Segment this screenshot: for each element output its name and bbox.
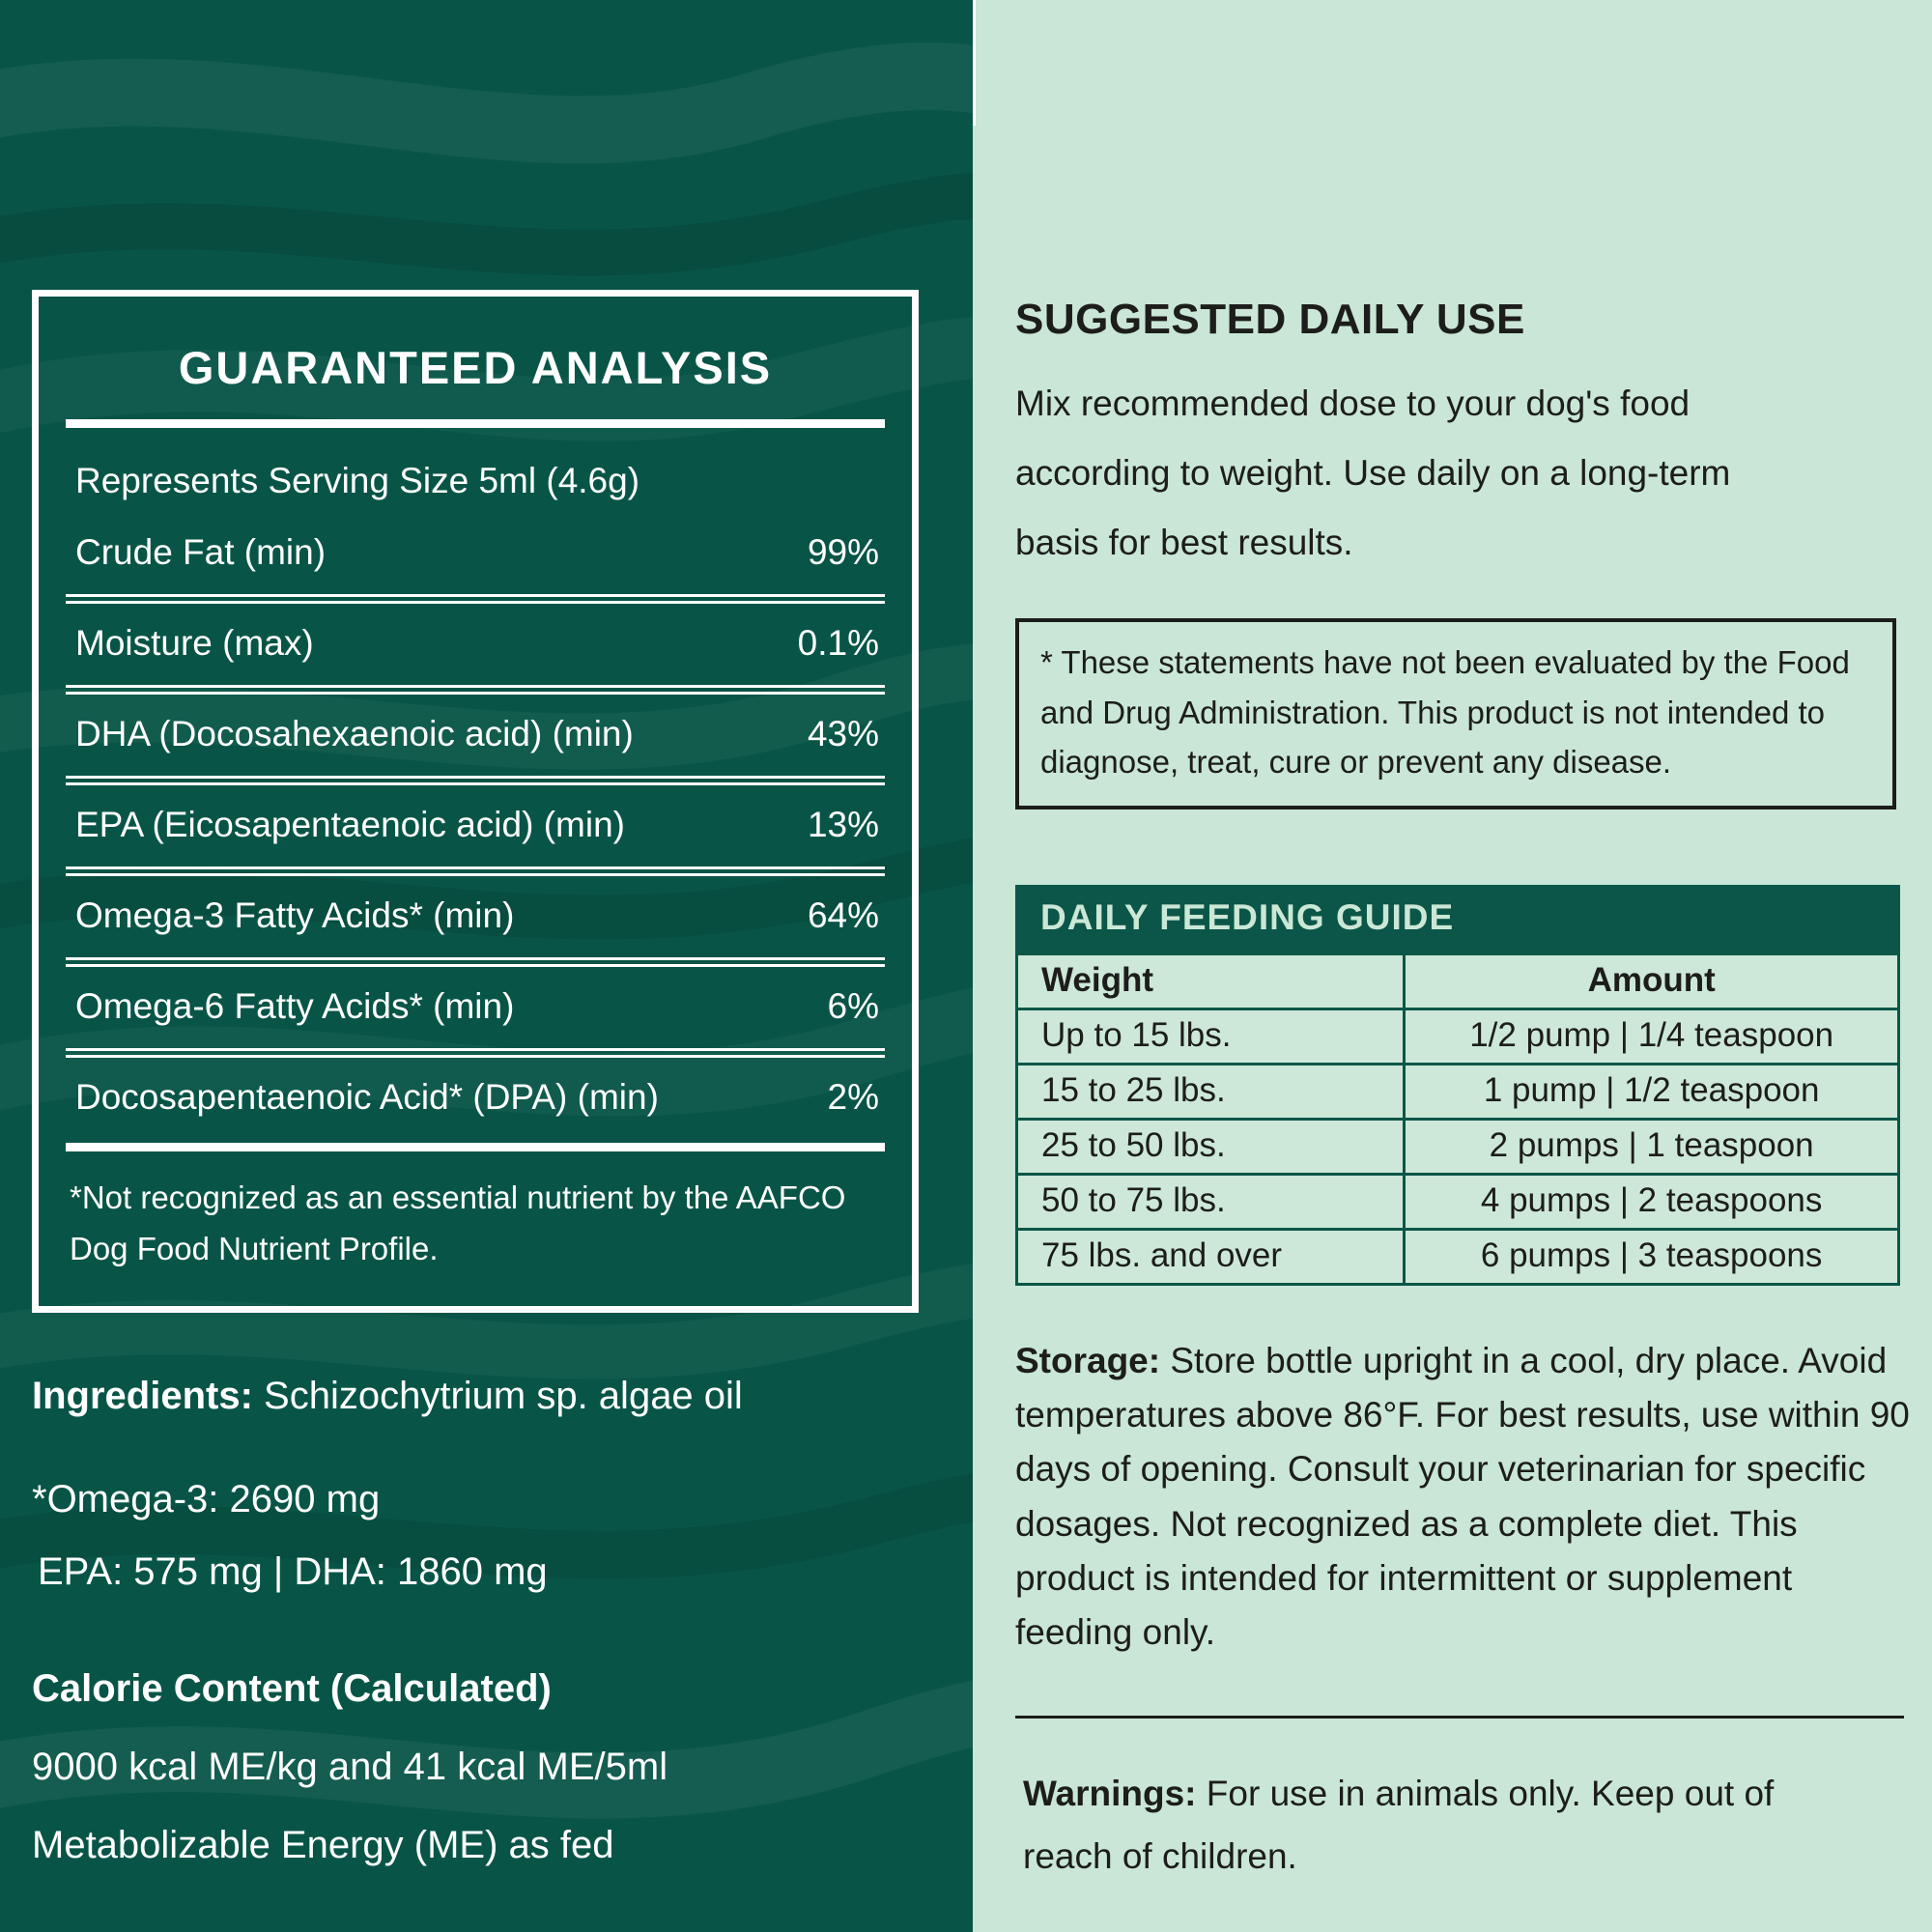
row-divider bbox=[66, 776, 885, 785]
feeding-guide-table bbox=[1015, 952, 1900, 1286]
ingredients-value: Schizochytrium sp. algae oil bbox=[264, 1374, 743, 1417]
ga-row bbox=[66, 604, 885, 685]
weight-cell: Up to 15 lbs. bbox=[1017, 1009, 1405, 1064]
ga-row-value: 13% bbox=[807, 805, 879, 844]
storage-paragraph bbox=[1015, 1334, 1916, 1660]
ga-row-label: Omega-6 Fatty Acids* (min) bbox=[75, 986, 515, 1026]
storage-label: Storage: bbox=[1015, 1340, 1161, 1380]
ga-row-value: 64% bbox=[807, 895, 879, 935]
ga-row-label: Moisture (max) bbox=[75, 623, 314, 663]
weight-cell: 50 to 75 lbs. bbox=[1017, 1174, 1405, 1229]
title-divider bbox=[66, 419, 885, 428]
storage-body: Store bottle upright in a cool, dry place. Avoid temperatures above 86°F. For best results, use within 90 days of opening. Consult your veterinarian for specific dosages. Not recognized as a complete diet. This product is intended for intermittent or supplement feeding only. bbox=[1015, 1340, 1910, 1653]
feeding-table-header-row bbox=[1017, 953, 1899, 1009]
ga-row-label: EPA (Eicosapentaenoic acid) (min) bbox=[75, 805, 625, 844]
ga-row-label: Omega-3 Fatty Acids* (min) bbox=[75, 895, 515, 935]
warnings-paragraph bbox=[1023, 1763, 1863, 1889]
amount-cell: 6 pumps | 3 teaspoons bbox=[1405, 1229, 1899, 1284]
weight-cell: 15 to 25 lbs. bbox=[1017, 1064, 1405, 1119]
row-divider bbox=[66, 867, 885, 876]
feeding-table-row bbox=[1017, 1174, 1899, 1229]
ga-row bbox=[66, 876, 885, 957]
serving-size-note: Represents Serving Size 5ml (4.6g) bbox=[75, 461, 640, 500]
ga-row bbox=[66, 785, 885, 867]
ga-row-label: Crude Fat (min) bbox=[75, 532, 327, 572]
amount-cell: 1 pump | 1/2 teaspoon bbox=[1405, 1064, 1899, 1119]
warnings-divider bbox=[1015, 1716, 1904, 1719]
amount-cell: 4 pumps | 2 teaspoons bbox=[1405, 1174, 1899, 1229]
suggested-daily-use-title: SUGGESTED DAILY USE bbox=[1015, 296, 1525, 343]
row-divider bbox=[66, 1048, 885, 1058]
ga-row-label: Docosapentaenoic Acid* (DPA) (min) bbox=[75, 1077, 659, 1117]
warnings-body: For use in animals only. Keep out of reach of children. bbox=[1023, 1774, 1775, 1876]
ga-row-value: 6% bbox=[827, 986, 879, 1026]
ga-row bbox=[66, 695, 885, 776]
ingredients-label: Ingredients: bbox=[32, 1374, 253, 1417]
right-panel-content bbox=[973, 0, 1932, 1889]
footnote-divider bbox=[66, 1143, 885, 1151]
ga-row bbox=[66, 1058, 885, 1139]
ingredients-line bbox=[32, 1375, 919, 1418]
warnings-label: Warnings: bbox=[1023, 1774, 1197, 1814]
feeding-table-row bbox=[1017, 1119, 1899, 1174]
row-divider bbox=[66, 594, 885, 604]
guaranteed-analysis-box bbox=[32, 290, 919, 1313]
left-panel-content bbox=[0, 0, 919, 1867]
amount-cell: 2 pumps | 1 teaspoon bbox=[1405, 1119, 1899, 1174]
omega3-total-line: *Omega-3: 2690 mg bbox=[32, 1477, 381, 1520]
feeding-table-row bbox=[1017, 1009, 1899, 1064]
ga-row-value: 2% bbox=[827, 1077, 879, 1117]
epa-dha-line: EPA: 575 mg | DHA: 1860 mg bbox=[38, 1549, 548, 1593]
weight-cell: 25 to 50 lbs. bbox=[1017, 1119, 1405, 1174]
ga-row-value: 0.1% bbox=[797, 623, 879, 663]
calorie-content-heading: Calorie Content (Calculated) bbox=[32, 1666, 552, 1710]
metabolizable-energy-line: Metabolizable Energy (ME) as fed bbox=[32, 1823, 614, 1866]
fda-disclaimer-box: * These statements have not been evaluated by the Food and Drug Administration. This product is not intended to diagnose, treat, cure or prevent any disease. bbox=[1015, 618, 1896, 809]
row-divider bbox=[66, 957, 885, 967]
amount-cell: 1/2 pump | 1/4 teaspoon bbox=[1405, 1009, 1899, 1064]
ga-row bbox=[66, 967, 885, 1048]
row-divider bbox=[66, 685, 885, 695]
ga-footnote: *Not recognized as an essential nutrient by the AAFCO Dog Food Nutrient Profile. bbox=[70, 1179, 846, 1266]
ga-row-value: 99% bbox=[807, 532, 879, 572]
feeding-table-row bbox=[1017, 1229, 1899, 1284]
weight-cell: 75 lbs. and over bbox=[1017, 1229, 1405, 1284]
guaranteed-analysis-title: GUARANTEED ANALYSIS bbox=[178, 342, 773, 393]
ga-row-value: 43% bbox=[807, 714, 879, 753]
weight-column-header: Weight bbox=[1017, 953, 1405, 1009]
calorie-values-line: 9000 kcal ME/kg and 41 kcal ME/5ml bbox=[32, 1745, 668, 1788]
suggested-daily-use-body: Mix recommended dose to your dog's food according to weight. Use daily on a long-term basis for best results. bbox=[1015, 384, 1731, 563]
right-panel bbox=[973, 0, 1932, 1932]
ga-row-label: DHA (Docosahexaenoic acid) (min) bbox=[75, 714, 634, 753]
ga-row bbox=[66, 513, 885, 594]
daily-feeding-guide bbox=[1015, 885, 1900, 1286]
amount-column-header: Amount bbox=[1405, 953, 1899, 1009]
feeding-table-row bbox=[1017, 1064, 1899, 1119]
feeding-guide-title: DAILY FEEDING GUIDE bbox=[1015, 885, 1900, 952]
